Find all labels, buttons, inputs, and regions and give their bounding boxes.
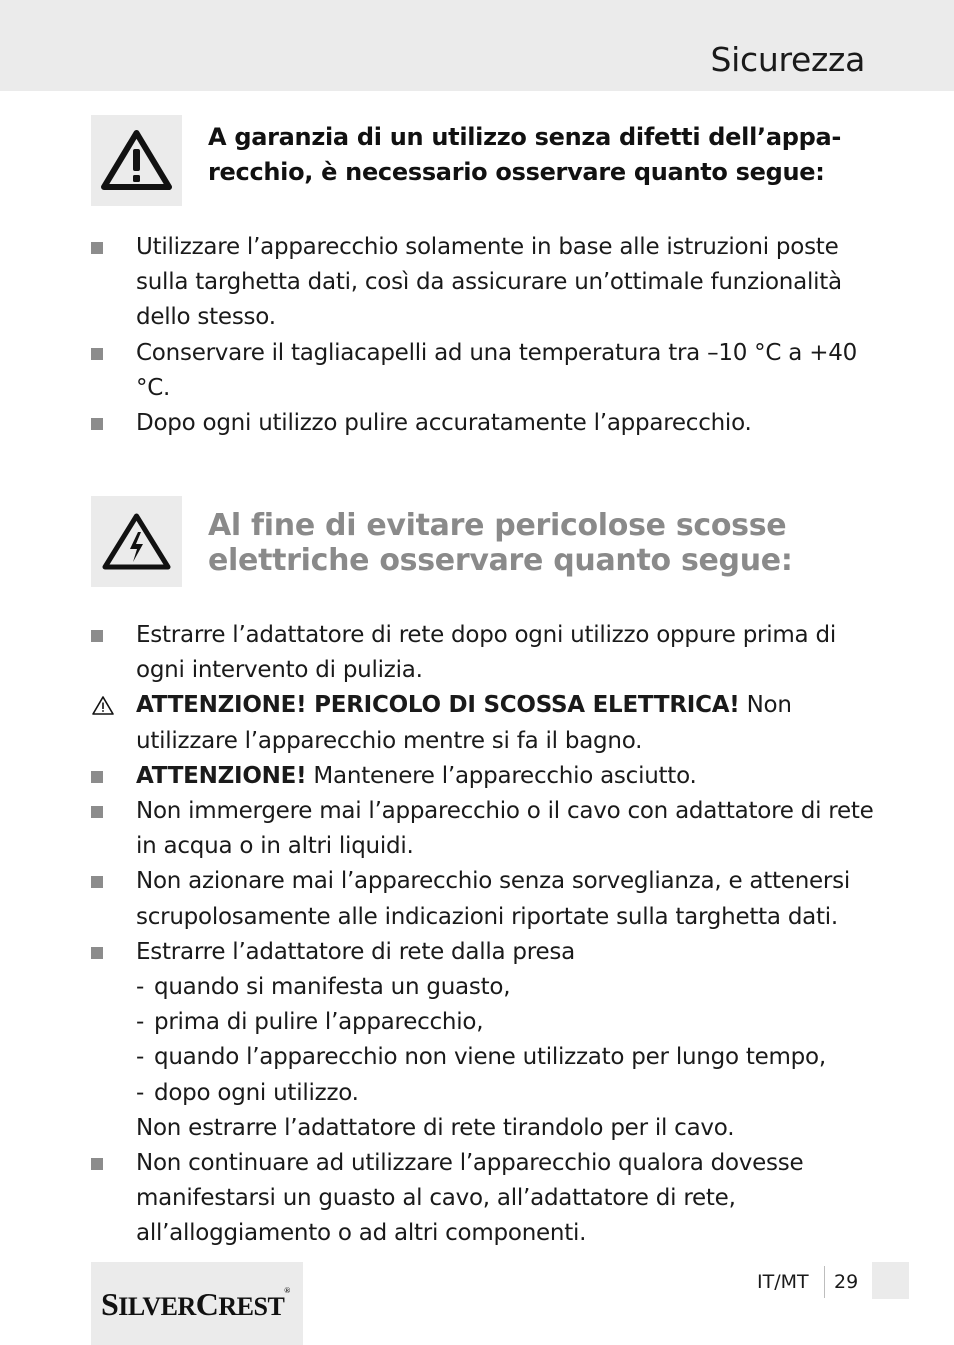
electric-warning-box	[91, 496, 182, 587]
page-title: Sicurezza	[710, 40, 865, 79]
list-item: Conservare il tagliacapelli ad una temperatura tra –10 °C a +40 °C.	[91, 336, 866, 406]
list-item-danger: ATTENZIONE! PERICOLO DI SCOSSA ELETTRICA! Non utilizzare l’apparecchio mentre si fa il bagno.	[91, 688, 891, 758]
list-item: Estrarre l’adattatore di rete dalla presa	[91, 935, 891, 970]
list-item: Estrarre l’adattatore di rete dopo ogni utilizzo oppure prima di ogni intervento di pulizia.	[91, 618, 891, 688]
list-item: Non immergere mai l’apparecchio o il cavo con adattatore di rete in acqua o in altri liquidi.	[91, 794, 891, 864]
section1-heading	[208, 120, 868, 190]
section2-heading-line2: elettriche osservare quanto segue:	[208, 543, 793, 578]
sub-list-item: - quando si manifesta un guasto,	[136, 974, 511, 1001]
section1-list	[91, 230, 866, 441]
sub-list-item: - quando l’apparecchio non viene utilizzato per lungo tempo,	[136, 1044, 826, 1071]
section1-heading-line1: A garanzia di un utilizzo senza difetti dell’appa-	[208, 123, 842, 151]
sub-list-item: - prima di pulire l’apparecchio,	[136, 1009, 484, 1036]
square-bullet-icon	[91, 418, 103, 430]
section2-list	[91, 618, 891, 1252]
list-item: Non azionare mai l’apparecchio senza sorveglianza, e attenersi scrupolosamente alle indicazioni riportate sulla targhetta dati.	[91, 864, 891, 934]
language-code: IT/MT	[757, 1271, 809, 1293]
brand-logo-box	[91, 1262, 303, 1345]
page-number: 29	[834, 1271, 859, 1293]
page-marker-box	[872, 1262, 909, 1299]
square-bullet-icon	[91, 630, 103, 642]
list-item: Utilizzare l’apparecchio solamente in base alle istruzioni poste sulla targhetta dati, così da assicurare un’ottimale funzionalità dello stesso.	[91, 230, 866, 336]
section1-heading-line2: recchio, è necessario osservare quanto segue:	[208, 158, 825, 186]
square-bullet-icon	[91, 771, 103, 783]
section2-heading	[208, 508, 868, 578]
section2-heading-line1: Al fine di evitare pericolose scosse	[208, 508, 787, 543]
warning-triangle-icon	[91, 695, 115, 716]
square-bullet-icon	[91, 242, 103, 254]
square-bullet-icon	[91, 348, 103, 360]
footer-divider	[824, 1266, 825, 1298]
list-item: ATTENZIONE! Mantenere l’apparecchio asciutto.	[91, 759, 891, 794]
list-item: Non continuare ad utilizzare l’apparecchio qualora dovesse manifestarsi un guasto al cavo, all’adattatore di rete, all’alloggiamento o ad altri componenti.	[91, 1146, 891, 1252]
list-item: Dopo ogni utilizzo pulire accuratamente l’apparecchio.	[91, 406, 866, 441]
sub-list-item: - dopo ogni utilizzo.	[136, 1079, 359, 1106]
square-bullet-icon	[91, 876, 103, 888]
warning-box	[91, 115, 182, 206]
silvercrest-logo: SILVERCREST®	[101, 1286, 290, 1322]
list-note: Non estrarre l’adattatore di rete tirandolo per il cavo.	[136, 1114, 735, 1141]
electric-hazard-icon	[91, 496, 182, 587]
square-bullet-icon	[91, 947, 103, 959]
square-bullet-icon	[91, 806, 103, 818]
square-bullet-icon	[91, 1158, 103, 1170]
warning-triangle-icon	[91, 115, 182, 206]
